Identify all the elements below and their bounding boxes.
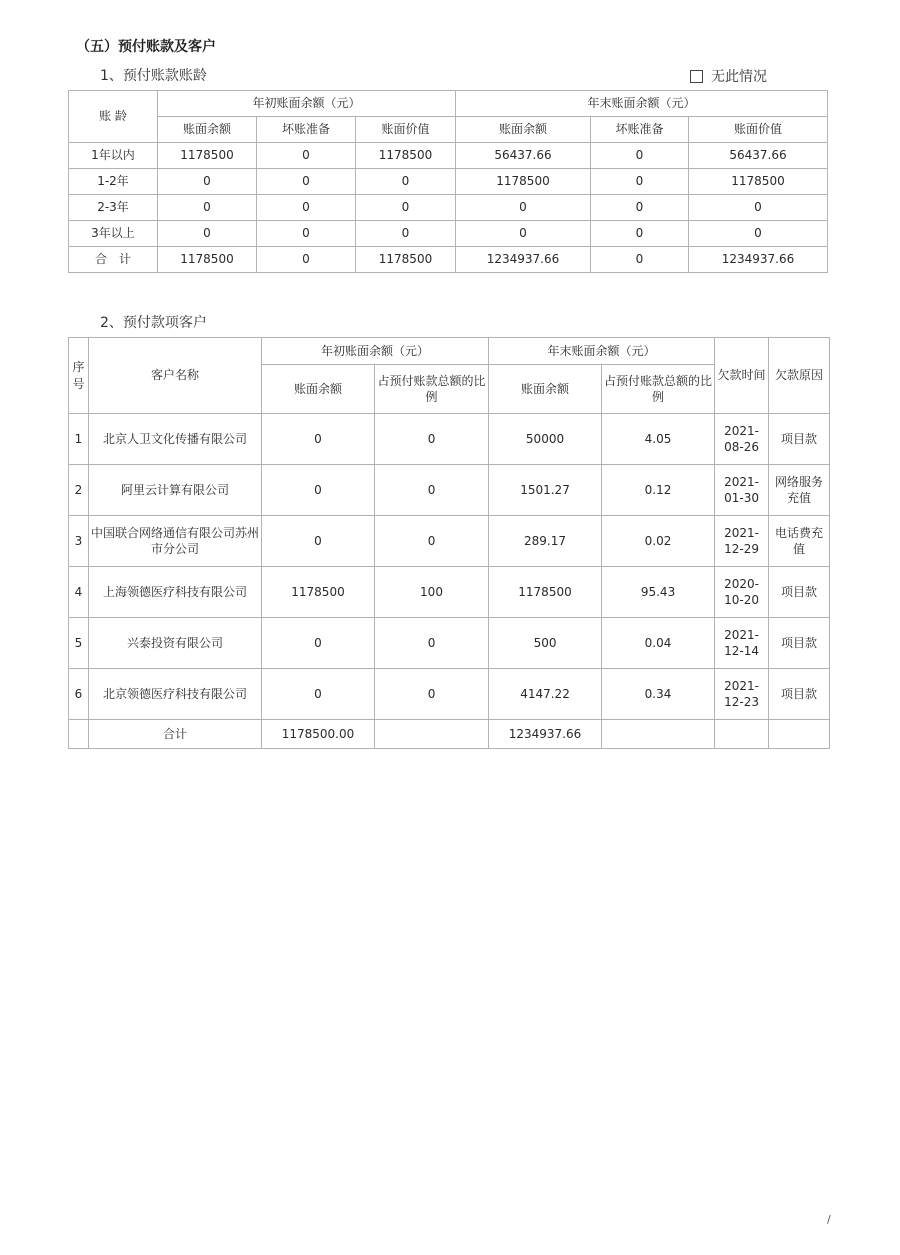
table-cell: 1178500	[489, 567, 602, 618]
table-cell: 0	[262, 465, 375, 516]
table-cell: 北京领德医疗科技有限公司	[89, 669, 262, 720]
subheader-cell: 账面价值	[356, 117, 456, 143]
table-cell: 2021-08-26	[715, 414, 769, 465]
table-cell: 0	[257, 195, 356, 221]
table-cell: 北京人卫文化传播有限公司	[89, 414, 262, 465]
table-cell: 56437.66	[689, 143, 828, 169]
table-cell: 2021-12-23	[715, 669, 769, 720]
table-cell: 0	[262, 669, 375, 720]
group-header-end: 年末账面余额（元）	[489, 338, 715, 365]
table-cell: 0	[262, 618, 375, 669]
table-cell: 0	[591, 195, 689, 221]
table-cell: 0.34	[602, 669, 715, 720]
table-cell: 0	[356, 195, 456, 221]
table-cell: 3年以上	[69, 221, 158, 247]
table-cell: 0	[356, 169, 456, 195]
table-cell	[375, 720, 489, 749]
table-cell: 2021-12-14	[715, 618, 769, 669]
group-header-end: 年末账面余额（元）	[456, 91, 828, 117]
table-cell: 500	[489, 618, 602, 669]
table-cell: 56437.66	[456, 143, 591, 169]
total-row	[69, 247, 828, 273]
table-cell: 中国联合网络通信有限公司苏州市分公司	[89, 516, 262, 567]
table-cell: 0	[356, 221, 456, 247]
group-header-begin: 年初账面余额（元）	[158, 91, 456, 117]
table-cell: 1178500	[158, 247, 257, 273]
table-row	[69, 414, 830, 465]
aging-header-row	[69, 91, 828, 117]
table-cell: 1178500	[456, 169, 591, 195]
table-cell: 1178500	[356, 247, 456, 273]
table-row	[69, 169, 828, 195]
table-cell: 50000	[489, 414, 602, 465]
table-cell: 0	[456, 195, 591, 221]
table-cell: 0	[158, 221, 257, 247]
subheader-cell: 坏账准备	[257, 117, 356, 143]
table-cell: 1	[69, 414, 89, 465]
table-cell: 1-2年	[69, 169, 158, 195]
total-row	[69, 720, 830, 749]
table-cell: 2	[69, 465, 89, 516]
table-cell: 100	[375, 567, 489, 618]
subheader-cell: 坏账准备	[591, 117, 689, 143]
table-cell: 0	[591, 247, 689, 273]
table-cell: 电话费充值	[769, 516, 830, 567]
table-cell: 289.17	[489, 516, 602, 567]
col-header-reason: 欠款原因	[769, 338, 830, 414]
table-cell: 项目款	[769, 669, 830, 720]
table-cell: 0	[375, 618, 489, 669]
checkbox-icon[interactable]	[690, 70, 703, 83]
total-label: 合计	[89, 720, 262, 749]
subheader-balance-end: 账面余额	[489, 365, 602, 414]
table-row	[69, 195, 828, 221]
table-cell: 0	[591, 143, 689, 169]
section-title: （五）预付账款及客户	[76, 39, 216, 55]
table-cell: 1234937.66	[456, 247, 591, 273]
table-cell: 0	[456, 221, 591, 247]
customer-table	[68, 337, 830, 749]
table-cell: 2020-10-20	[715, 567, 769, 618]
table-cell: 5	[69, 618, 89, 669]
table-cell: 0	[158, 169, 257, 195]
table-row	[69, 465, 830, 516]
table-cell: 1234937.66	[689, 247, 828, 273]
table-cell: 1501.27	[489, 465, 602, 516]
table-cell: 兴泰投资有限公司	[89, 618, 262, 669]
table-cell: 3	[69, 516, 89, 567]
col-header-name: 客户名称	[89, 338, 262, 414]
no-case-option[interactable]	[690, 66, 767, 86]
table-cell: 95.43	[602, 567, 715, 618]
subsection-aging-title: 1、预付账款账龄	[100, 68, 207, 84]
col-header-time: 欠款时间	[715, 338, 769, 414]
col-header-no: 序号	[69, 338, 89, 414]
no-case-label: 无此情况	[711, 69, 767, 85]
table-cell: 0	[257, 169, 356, 195]
table-cell: 0	[591, 169, 689, 195]
table-cell: 2-3年	[69, 195, 158, 221]
subheader-ratio-end: 占预付账款总额的比例	[602, 365, 715, 414]
aging-col-header: 账 龄	[69, 91, 158, 143]
table-cell: 0	[158, 195, 257, 221]
table-cell: 0	[375, 669, 489, 720]
table-cell: 4	[69, 567, 89, 618]
page-mark: /	[827, 1213, 831, 1226]
table-cell: 项目款	[769, 414, 830, 465]
subsection-customer-title: 2、预付款项客户	[100, 315, 207, 331]
table-row	[69, 516, 830, 567]
table-cell: 1178500	[262, 567, 375, 618]
table-row	[69, 567, 830, 618]
table-cell: 4.05	[602, 414, 715, 465]
total-begin-value: 1178500.00	[262, 720, 375, 749]
table-cell: 0	[257, 221, 356, 247]
table-cell: 0	[591, 221, 689, 247]
subheader-ratio-begin: 占预付账款总额的比例	[375, 365, 489, 414]
customer-header-row	[69, 338, 830, 365]
group-header-begin: 年初账面余额（元）	[262, 338, 489, 365]
table-cell: 项目款	[769, 618, 830, 669]
table-cell: 6	[69, 669, 89, 720]
table-cell: 0	[262, 414, 375, 465]
table-cell: 1年以内	[69, 143, 158, 169]
table-cell: 0.02	[602, 516, 715, 567]
table-cell: 项目款	[769, 567, 830, 618]
subheader-cell: 账面余额	[456, 117, 591, 143]
table-cell: 0	[375, 414, 489, 465]
table-cell: 0	[262, 516, 375, 567]
table-cell: 网络服务充值	[769, 465, 830, 516]
table-cell	[69, 720, 89, 749]
table-cell	[715, 720, 769, 749]
subheader-cell: 账面余额	[158, 117, 257, 143]
table-cell: 1178500	[689, 169, 828, 195]
table-cell: 0	[375, 516, 489, 567]
table-cell: 2021-12-29	[715, 516, 769, 567]
aging-subheader-row	[69, 117, 828, 143]
subheader-balance-begin: 账面余额	[262, 365, 375, 414]
table-cell: 阿里云计算有限公司	[89, 465, 262, 516]
table-row	[69, 143, 828, 169]
total-end-value: 1234937.66	[489, 720, 602, 749]
table-cell: 1178500	[356, 143, 456, 169]
table-row	[69, 221, 828, 247]
table-cell: 上海领德医疗科技有限公司	[89, 567, 262, 618]
table-cell	[602, 720, 715, 749]
table-cell: 0	[375, 465, 489, 516]
table-row	[69, 669, 830, 720]
table-cell: 0	[689, 221, 828, 247]
aging-table	[68, 90, 828, 273]
table-cell: 2021-01-30	[715, 465, 769, 516]
table-cell: 4147.22	[489, 669, 602, 720]
table-cell: 0.04	[602, 618, 715, 669]
table-cell: 1178500	[158, 143, 257, 169]
table-cell: 合 计	[69, 247, 158, 273]
table-cell: 0.12	[602, 465, 715, 516]
table-row	[69, 618, 830, 669]
table-cell: 0	[257, 143, 356, 169]
table-cell: 0	[689, 195, 828, 221]
subheader-cell: 账面价值	[689, 117, 828, 143]
table-cell	[769, 720, 830, 749]
table-cell: 0	[257, 247, 356, 273]
